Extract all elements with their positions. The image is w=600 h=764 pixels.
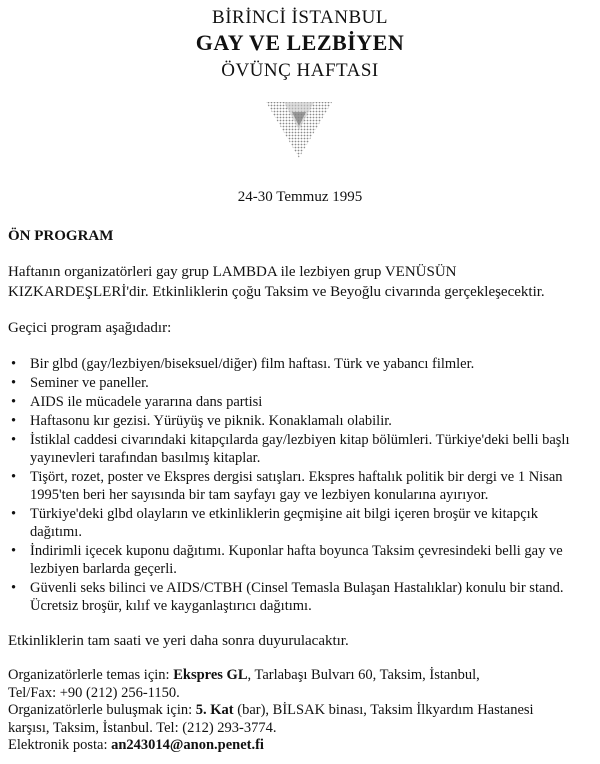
list-item: • Tişört, rozet, poster ve Ekspres dergisi satışları. Ekspres haftalık politik bir dergi ve 1 Nisan 1995'ten beri her sayısında bir tam sayfayı gay ve lezbiyen konularına ayırıyor.	[8, 468, 593, 504]
title-line-3: ÖVÜNÇ HAFTASI	[221, 60, 379, 81]
list-item: • Bir glbd (gay/lezbiyen/biseksuel/diğer) film haftası. Türk ve yabancı filmler.	[8, 355, 593, 373]
list-item: • Haftasonu kır gezisi. Yürüyüş ve piknik. Konaklamalı olabilir.	[8, 412, 593, 430]
program-list	[8, 355, 593, 616]
contact-line-2: Tel/Fax: +90 (212) 256-1150.	[8, 684, 180, 701]
contact-address: , Tarlabaşı Bulvarı 60, Taksim, İstanbul,	[247, 667, 480, 683]
intro-paragraph: Haftanın organizatörleri gay grup LAMBDA ile lezbiyen grup VENÜSÜN KIZKARDEŞLERİ'dir. Etkinliklerin çoğu Taksim ve Beyoğlu civarında gerçekleşecektir.	[8, 264, 545, 300]
contact-org-name: Ekspres GL	[173, 667, 248, 683]
list-item: • Türkiye'deki glbd olayların ve etkinliklerin geçmişine ait bilgi içeren broşür ve kitapçık dağıtımı.	[8, 505, 593, 541]
title-line-1: BİRİNCİ İSTANBUL	[212, 7, 388, 28]
title-line-2: GAY VE LEZBİYEN	[195, 30, 405, 55]
triangle-emblem-icon	[264, 98, 334, 160]
closing-note: Etkinliklerin tam saati ve yeri daha sonra duyurulacaktır.	[8, 633, 349, 649]
meeting-address: (bar), BİLSAK binası, Taksim İlkyardım Hastanesi	[233, 702, 534, 718]
list-item: • AIDS ile mücadele yararına dans partisi	[8, 393, 593, 411]
section-heading: ÖN PROGRAM	[8, 228, 114, 244]
contact-line-4: karşısı, Taksim, İstanbul. Tel: (212) 293-3774.	[8, 719, 277, 736]
contact-block	[8, 667, 598, 755]
contact-line-5	[8, 737, 598, 755]
meeting-venue: 5. Kat	[195, 702, 234, 718]
list-item: • İndirimli içecek kuponu dağıtımı. Kuponlar hafta boyunca Taksim çevresindeki belli gay ve lezbiyen barlarda geçerli.	[8, 542, 593, 578]
list-item: • Güvenli seks bilinci ve AIDS/CTBH (Cinsel Temasla Bulaşan Hastalıklar) konulu bir stand. Ücretsiz broşür, kılıf ve kayganlaştırıcı dağıtımı.	[8, 579, 593, 615]
contact-line-1	[8, 667, 598, 685]
email-label: Elektronik posta:	[8, 737, 112, 753]
list-item: • Seminer ve paneller.	[8, 374, 593, 392]
meeting-label: Organizatörlerle buluşmak için:	[8, 702, 196, 718]
contact-line-3	[8, 702, 598, 720]
contact-label: Organizatörlerle temas için:	[8, 667, 174, 683]
email-address: an243014@anon.penet.fi	[111, 737, 264, 753]
program-lead: Geçici program aşağıdadır:	[8, 320, 172, 336]
list-item: • İstiklal caddesi civarındaki kitapçılarda gay/lezbiyen kitap bölümleri. Türkiye'deki belli başlı yayınevleri tarafından basılmış kitaplar.	[8, 431, 593, 467]
event-dates: 24-30 Temmuz 1995	[237, 189, 363, 205]
